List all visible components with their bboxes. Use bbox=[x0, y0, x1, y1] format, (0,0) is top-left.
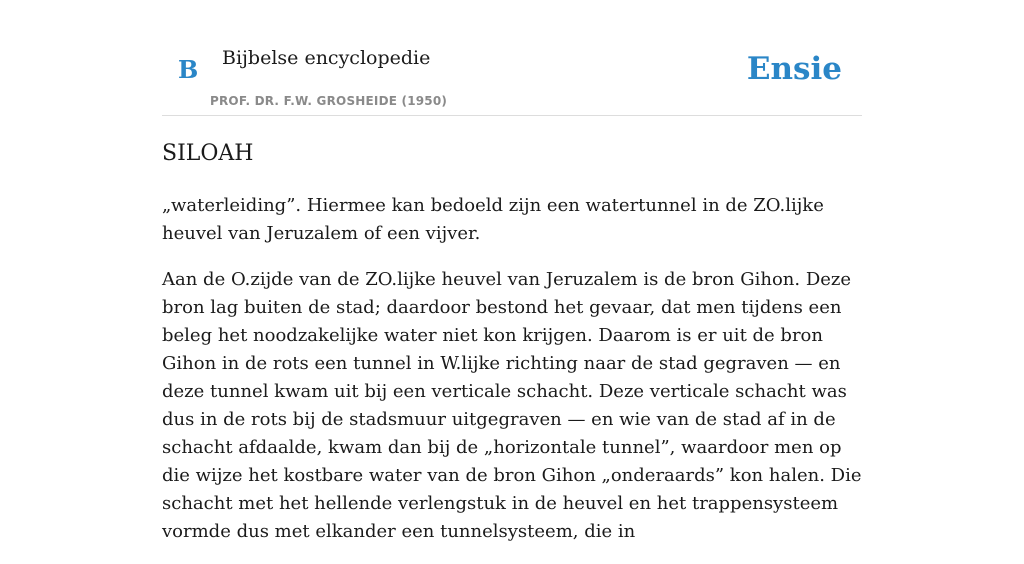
header bbox=[162, 0, 862, 116]
page bbox=[162, 0, 862, 542]
book-logo-icon[interactable]: B bbox=[178, 55, 199, 84]
entry-title: SILOAH bbox=[162, 141, 254, 166]
book-author: PROF. DR. F.W. GROSHEIDE (1950) bbox=[210, 94, 448, 108]
entry-content bbox=[162, 192, 862, 564]
book-title[interactable]: Bijbelse encyclopedie bbox=[222, 47, 431, 69]
paragraph: Aan de O.zijde van de ZO.lijke heuvel van Jeruzalem is de bron Gihon. Deze bron lag buiten de stad; daardoor bestond het gevaar, dat men tijdens een beleg het noodzakelijke water niet kon krijgen. Daarom is er uit de bron Gihon in de rots een tunnel in W.lijke richting naar de stad gegraven — en deze tunnel kwam uit bij een verticale schacht. Deze verticale schacht was dus in de rots bij de stadsmuur uitgegraven — en wie van de stad af in de schacht afdaalde, kwam dan bij de „horizontale tunnel”, waardoor men op die wijze het kostbare water van de bron Gihon „onderaards” kon halen. Die schacht met het hellende verlengstuk in de heuvel en het trappensysteem vormde dus met elkander een tunnelsysteem, die in bbox=[162, 269, 862, 542]
paragraph: „waterleiding”. Hiermee kan bedoeld zijn een watertunnel in de ZO.lijke heuvel van Jeruzalem of een vijver. bbox=[162, 195, 824, 244]
brand-logo[interactable]: Ensie bbox=[746, 51, 842, 87]
